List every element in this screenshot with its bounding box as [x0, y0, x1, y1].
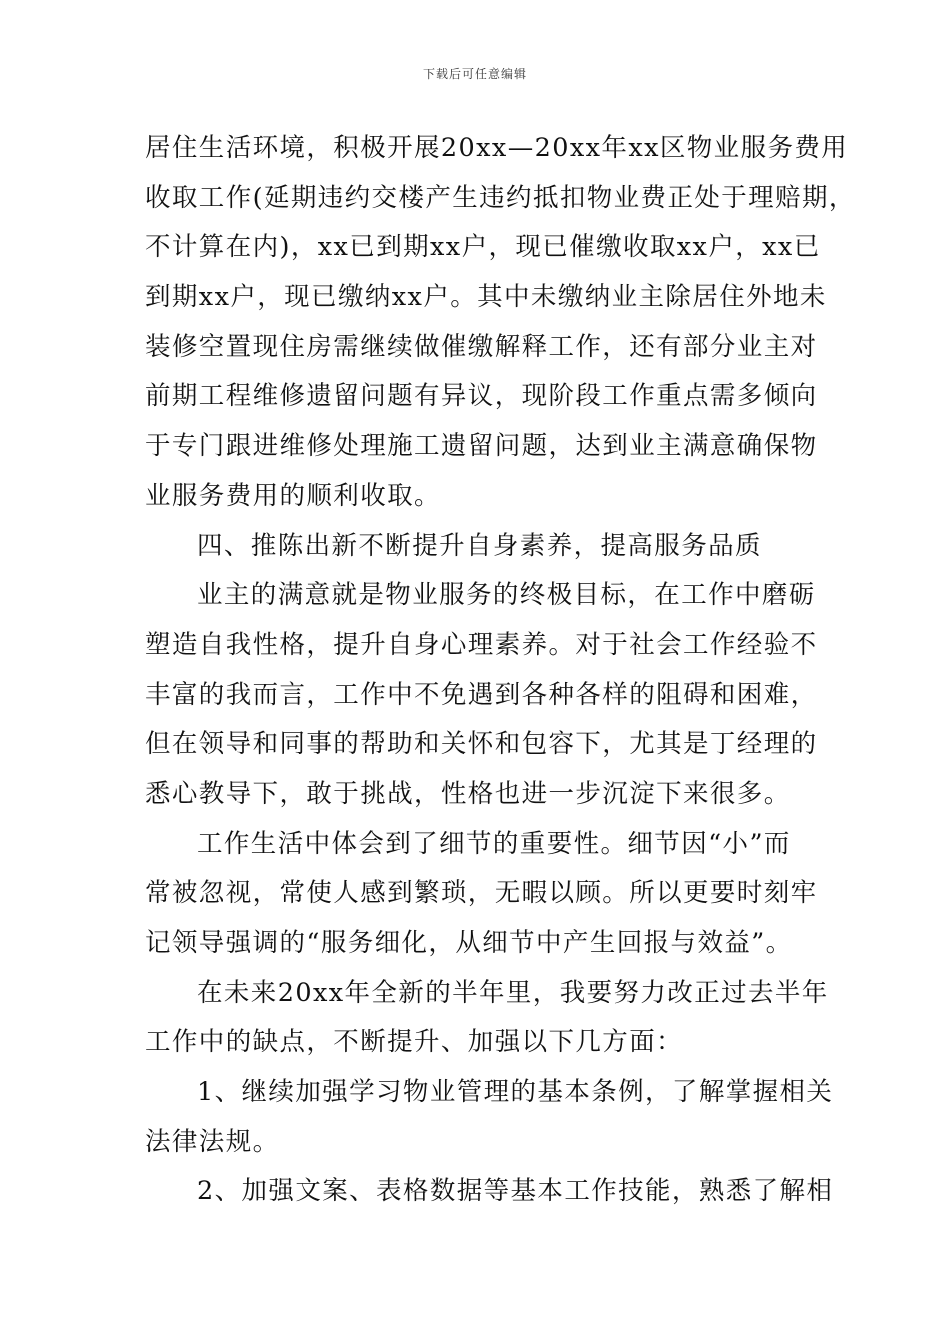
- text-line: 于专门跟进维修处理施工遗留问题，达到业主满意确保物: [145, 431, 818, 462]
- text-line: 法律法规。: [145, 1126, 280, 1157]
- section-heading: 四、推陈出新不断提升自身素养，提高服务品质: [197, 530, 762, 561]
- text-line: 记领导强调的“服务细化，从细节中产生回报与效益”。: [145, 928, 793, 958]
- text-line: 业服务费用的顺利收取。: [145, 480, 441, 511]
- text-line: 前期工程维修遗留问题有异议，现阶段工作重点需多倾向: [145, 381, 818, 412]
- text-line: 常被忽视，常使人感到繁琐，无暇以顾。所以更要时刻牢: [145, 878, 818, 909]
- text-line: 在未来20xx年全新的半年里，我要努力改正过去半年: [197, 977, 829, 1008]
- document-body: [145, 124, 856, 1217]
- text-line: 到期xx户，现已缴纳xx户。其中未缴纳业主除居住外地未: [145, 282, 827, 313]
- text-line: 收取工作(延期违约交楼产生违约抵扣物业费正处于理赔期，: [145, 182, 856, 213]
- text-line: 工作生活中体会到了细节的重要性。细节因“小”而: [197, 828, 791, 859]
- text-line: 塑造自我性格，提升自身心理素养。对于社会工作经验不: [145, 629, 818, 660]
- text-line: 工作中的缺点，不断提升、加强以下几方面：: [145, 1027, 684, 1058]
- page-header-note: 下载后可任意编辑: [422, 67, 527, 81]
- text-line: 业主的满意就是物业服务的终极目标，在工作中磨砺: [197, 580, 816, 611]
- text-line: 但在领导和同事的帮助和关怀和包容下，尤其是丁经理的: [145, 729, 818, 760]
- text-line: 丰富的我而言，工作中不免遇到各种各样的阻碍和困难，: [145, 679, 818, 710]
- text-line: 悉心教导下，敢于挑战，性格也进一步沉淀下来很多。: [145, 778, 791, 809]
- text-line: 居住生活环境，积极开展20xx—20xx年xx区物业服务费用: [145, 133, 849, 163]
- list-item: 1、继续加强学习物业管理的基本条例，了解掌握相关: [197, 1077, 834, 1108]
- text-line: 不计算在内)，xx已到期xx户，现已催缴收取xx户，xx已: [145, 232, 821, 263]
- list-item: 2、加强文案、表格数据等基本工作技能，熟悉了解相: [197, 1176, 834, 1207]
- text-line: 装修空置现住房需继续做催缴解释工作，还有部分业主对: [145, 331, 818, 362]
